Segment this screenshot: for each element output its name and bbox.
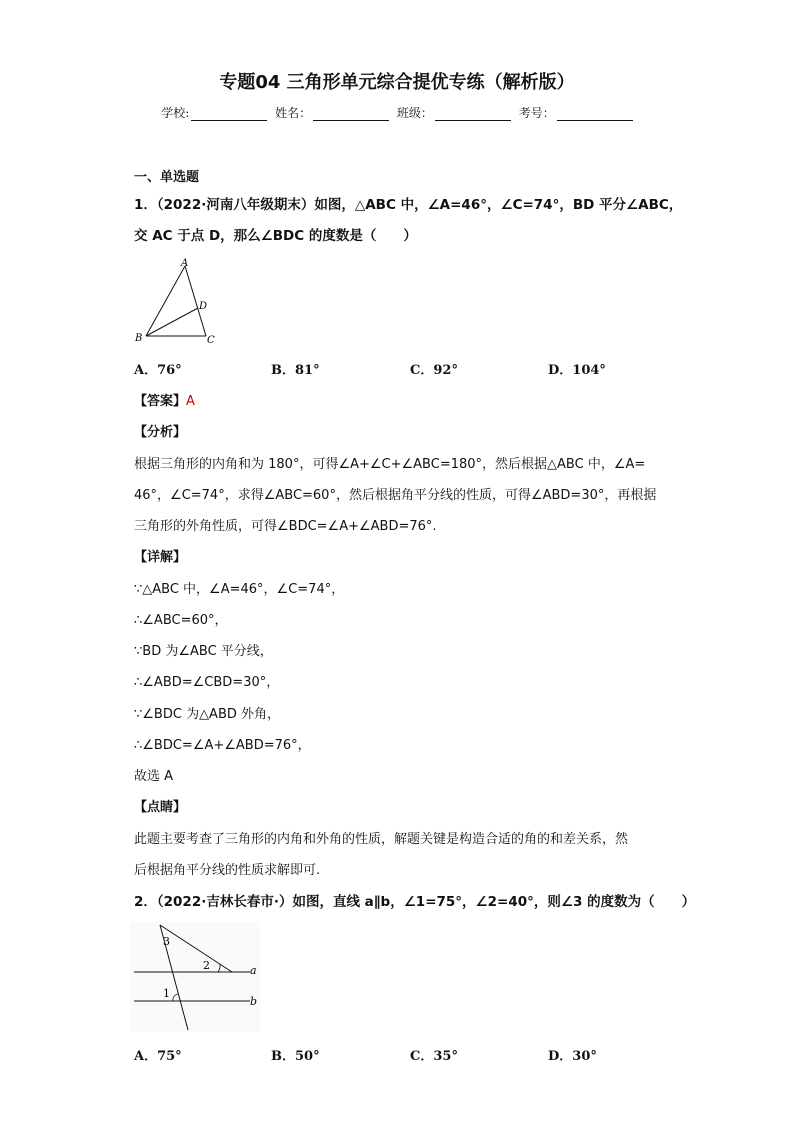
school-label: 学校:: [161, 106, 190, 120]
section-heading: 一、单选题: [134, 170, 200, 185]
analysis-label: 【分析】: [134, 425, 187, 440]
q1-option-c: C．92°: [410, 363, 458, 378]
detail-line: ∵BD 为∠ABC 平分线，: [134, 644, 273, 659]
analysis-line: 根据三角形的内角和为 180°，可得∠A+∠C+∠ABC=180°，然后根据△ABC 中，∠A=: [134, 457, 646, 472]
q2-option-d: D．30°: [548, 1049, 597, 1064]
detail-line: ∴∠ABD=∠CBD=30°，: [134, 675, 280, 690]
line-b-label: b: [250, 995, 258, 1008]
angle-2-label: 2: [203, 959, 210, 972]
label-a: A: [181, 258, 189, 269]
detail-line: ∵△ABC 中，∠A=46°，∠C=74°，: [134, 582, 345, 597]
q2-option-c: C．35°: [410, 1049, 458, 1064]
detail-line: ∴∠BDC=∠A+∠ABD=76°，: [134, 738, 311, 753]
answer-label: 【答案】: [134, 394, 187, 409]
detail-line: 故选 A: [134, 769, 174, 784]
label-c: C: [207, 335, 215, 346]
line-a-label: a: [250, 964, 257, 977]
name-blank: [313, 108, 389, 121]
q1-triangle-figure: [130, 256, 225, 348]
comment-label: 【点睛】: [134, 800, 187, 815]
q1-option-b: B．81°: [271, 363, 320, 378]
label-b: B: [135, 333, 143, 344]
detail-label: 【详解】: [134, 550, 187, 565]
detail-line: ∴∠ABC=60°，: [134, 613, 228, 628]
analysis-line: 三角形的外角性质，可得∠BDC=∠A+∠ABD=76°.: [134, 519, 437, 534]
q2-option-b: B．50°: [271, 1049, 320, 1064]
detail-line: ∵∠BDC 为△ABD 外角，: [134, 707, 281, 722]
q1-answer: [134, 390, 195, 409]
figure-background: [130, 922, 260, 1032]
label-d: D: [199, 301, 208, 312]
comment-line: 后根据角平分线的性质求解即可.: [134, 863, 321, 878]
comment-line: 此题主要考查了三角形的内角和外角的性质，解题关键是构造合适的角的和差关系，然: [134, 832, 629, 847]
page-title: 专题04 三角形单元综合提优专练（解析版）: [219, 72, 575, 93]
q1-option-d: D．104°: [548, 363, 606, 378]
name-label: 姓名：: [275, 106, 312, 120]
angle-1-label: 1: [163, 987, 170, 1000]
number-label: 考号：: [518, 106, 555, 120]
q2-parallel-lines-figure: [130, 922, 260, 1032]
angle-3-label: 3: [163, 935, 170, 948]
class-blank: [435, 108, 511, 121]
number-blank: [557, 108, 633, 121]
student-info-fields: [0, 104, 794, 121]
q1-option-a: A．76°: [134, 363, 182, 378]
q2-option-a: A．75°: [134, 1049, 182, 1064]
school-blank: [191, 108, 267, 121]
q2-stem-line1: 2．（2022·吉林长春市·）如图，直线 a∥b，∠1=75°，∠2=40°，则∠3 的度数为（ ）: [134, 894, 696, 910]
class-label: 班级：: [396, 106, 433, 120]
q1-stem-line2: 交 AC 于点 D，那么∠BDC 的度数是（ ）: [134, 228, 417, 244]
answer-value: A: [186, 394, 195, 409]
q1-stem-line1: 1．（2022·河南八年级期末）如图，△ABC 中，∠A=46°，∠C=74°，BD 平分∠ABC，: [134, 197, 683, 213]
analysis-line: 46°，∠C=74°，求得∠ABC=60°，然后根据角平分线的性质，可得∠ABD=30°，再根据: [134, 488, 657, 503]
